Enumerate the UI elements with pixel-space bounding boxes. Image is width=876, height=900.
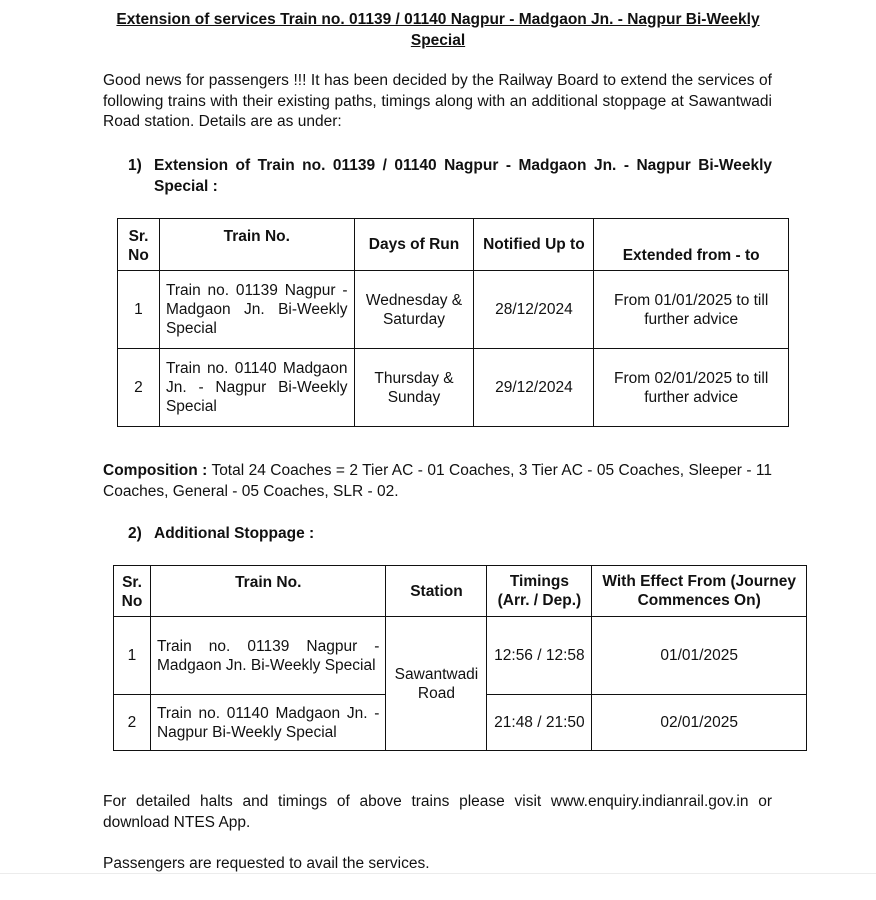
page-divider	[0, 873, 876, 874]
cell-days: Thursday & Sunday	[354, 349, 474, 427]
cell-extended: From 02/01/2025 to till further advice	[594, 349, 789, 427]
cell-notified: 29/12/2024	[474, 349, 594, 427]
cell-train: Train no. 01139 Nagpur - Madgaon Jn. Bi-Weekly Special	[159, 271, 354, 349]
header-effect-from: With Effect From (Journey Commences On)	[592, 566, 807, 617]
table-row	[118, 349, 789, 427]
header-train-no: Train No.	[159, 219, 354, 271]
cell-train: Train no. 01140 Madgaon Jn. - Nagpur Bi-Weekly Special	[150, 695, 385, 751]
header-sr-no: Sr. No	[114, 566, 151, 617]
composition-paragraph	[103, 461, 772, 502]
table-header-row	[118, 219, 789, 271]
footer-note: For detailed halts and timings of above trains please visit www.enquiry.indianrail.gov.in or download NTES App.	[103, 793, 772, 831]
cell-effect: 01/01/2025	[592, 617, 807, 695]
cell-extended: From 01/01/2025 to till further advice	[594, 271, 789, 349]
header-station: Station	[386, 566, 487, 617]
table-row	[114, 617, 807, 695]
header-timings: Timings (Arr. / Dep.)	[487, 566, 592, 617]
section-2-number: 2)	[128, 525, 142, 542]
cell-timings: 21:48 / 21:50	[487, 695, 592, 751]
cell-notified: 28/12/2024	[474, 271, 594, 349]
header-extended: Extended from - to	[594, 219, 789, 271]
table-header-row	[114, 566, 807, 617]
closing-line: Passengers are requested to avail the services.	[103, 855, 430, 872]
cell-sr: 1	[114, 617, 151, 695]
header-sr-no: Sr. No	[118, 219, 160, 271]
section-2-title: Additional Stoppage :	[154, 525, 315, 542]
cell-effect: 02/01/2025	[592, 695, 807, 751]
table-row	[118, 271, 789, 349]
header-notified-up-to: Notified Up to	[474, 219, 594, 271]
section-1-number: 1)	[128, 157, 142, 174]
cell-sr: 1	[118, 271, 160, 349]
cell-timings: 12:56 / 12:58	[487, 617, 592, 695]
header-days-of-run: Days of Run	[354, 219, 474, 271]
composition-text: Total 24 Coaches = 2 Tier AC - 01 Coaches, 3 Tier AC - 05 Coaches, Sleeper - 11 Coaches, General - 05 Coaches, SLR - 02.	[103, 462, 772, 500]
cell-station: Sawantwadi Road	[386, 617, 487, 751]
cell-train: Train no. 01139 Nagpur - Madgaon Jn. Bi-Weekly Special	[150, 617, 385, 695]
header-train-no: Train No.	[150, 566, 385, 617]
section-1-title: Extension of Train no. 01139 / 01140 Nagpur - Madgaon Jn. - Nagpur Bi-Weekly Special :	[154, 157, 772, 195]
cell-train: Train no. 01140 Madgaon Jn. - Nagpur Bi-Weekly Special	[159, 349, 354, 427]
stoppage-table	[113, 565, 807, 751]
cell-sr: 2	[118, 349, 160, 427]
intro-paragraph: Good news for passengers !!! It has been decided by the Railway Board to extend the services of following trains with their existing paths, timings along with an additional stoppage at Sawantwadi Road station. Details are as under:	[103, 72, 772, 130]
cell-days: Wednesday & Saturday	[354, 271, 474, 349]
composition-label: Composition :	[103, 462, 208, 479]
notice-title: Extension of services Train no. 01139 / 01140 Nagpur - Madgaon Jn. - Nagpur Bi-Weekly Special	[116, 11, 760, 49]
extension-table	[117, 218, 789, 427]
cell-sr: 2	[114, 695, 151, 751]
